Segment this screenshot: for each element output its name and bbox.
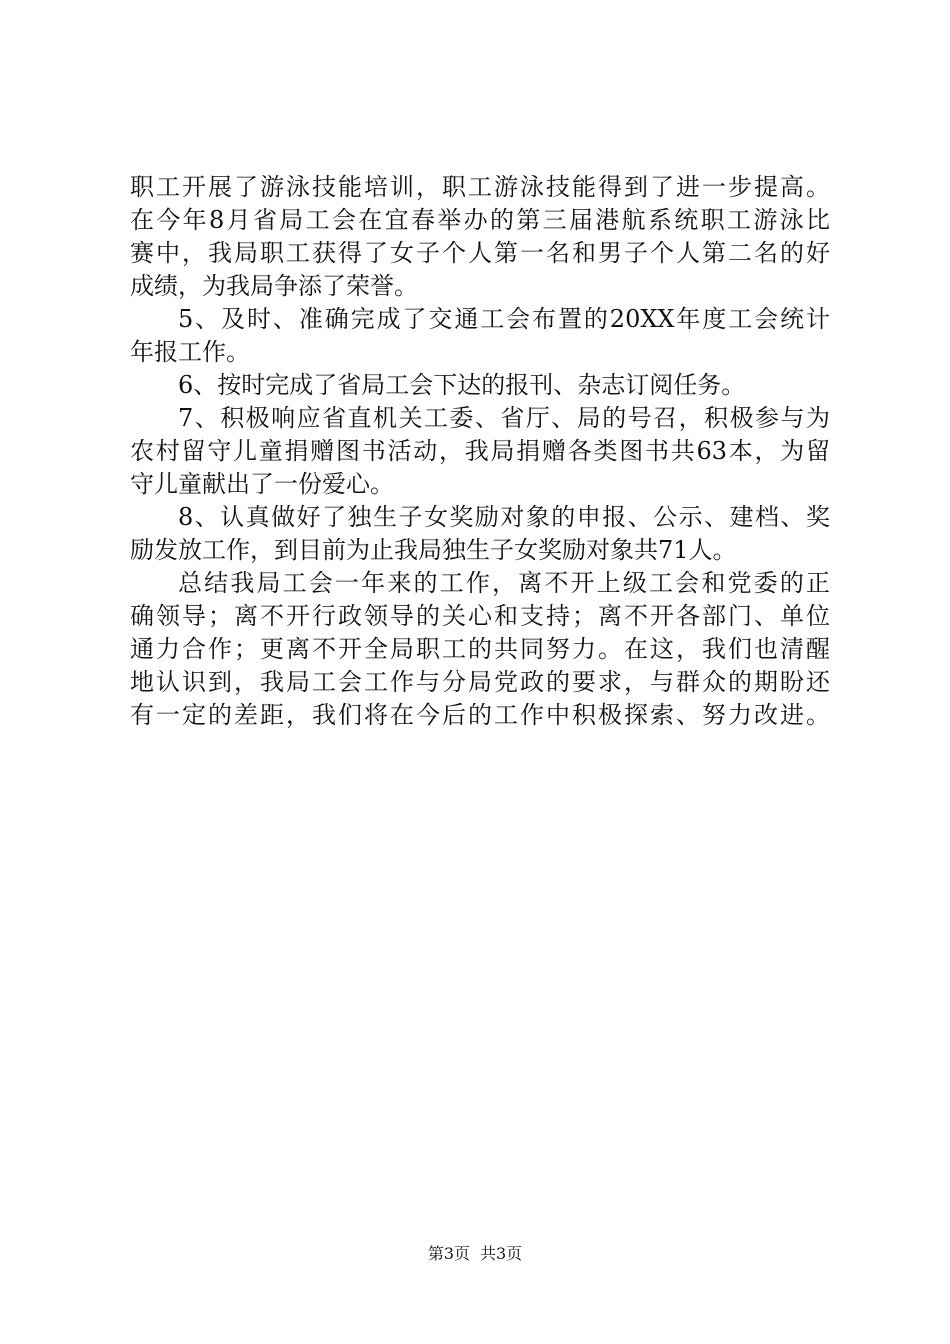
text-line: 通力合作；更离不开全局职工的共同努力。在这，我们也清醒 — [130, 635, 830, 663]
text-line: 守儿童献出了一份爱心。 — [130, 470, 394, 498]
page-total: 共3页 — [480, 1244, 523, 1263]
document-body — [130, 171, 830, 732]
page-footer — [0, 1244, 950, 1264]
text-line: 7、积极响应省直机关工委、省厅、局的号召，积极参与为 — [178, 404, 830, 432]
text-line: 5、及时、准确完成了交通工会布置的20XX年度工会统计 — [178, 305, 830, 333]
text-line: 6、按时完成了省局工会下达的报刊、杂志订阅任务。 — [178, 371, 746, 399]
text-line: 确领导；离不开行政领导的关心和支持；离不开各部门、单位 — [130, 602, 830, 630]
text-line: 总结我局工会一年来的工作，离不开上级工会和党委的正 — [178, 569, 830, 597]
page-number: 第3页 — [427, 1244, 470, 1263]
text-line: 励发放工作，到目前为止我局独生子女奖励对象共71人。 — [130, 536, 737, 564]
text-line: 在今年8月省局工会在宜春举办的第三届港航系统职工游泳比 — [130, 206, 830, 234]
text-line: 8、认真做好了独生子女奖励对象的申报、公示、建档、奖 — [178, 503, 830, 531]
text-line: 赛中，我局职工获得了女子个人第一名和男子个人第二名的好 — [130, 239, 830, 267]
text-line: 地认识到，我局工会工作与分局党政的要求，与群众的期盼还 — [130, 668, 830, 696]
text-line: 成绩，为我局争添了荣誉。 — [130, 272, 418, 300]
text-line: 农村留守儿童捐赠图书活动，我局捐赠各类图书共63本，为留 — [130, 437, 830, 465]
text-line: 年报工作。 — [130, 338, 250, 366]
text-line: 有一定的差距，我们将在今后的工作中积极探索、努力改进。 — [130, 701, 830, 729]
text-line: 职工开展了游泳技能培训，职工游泳技能得到了进一步提高。 — [130, 173, 830, 201]
